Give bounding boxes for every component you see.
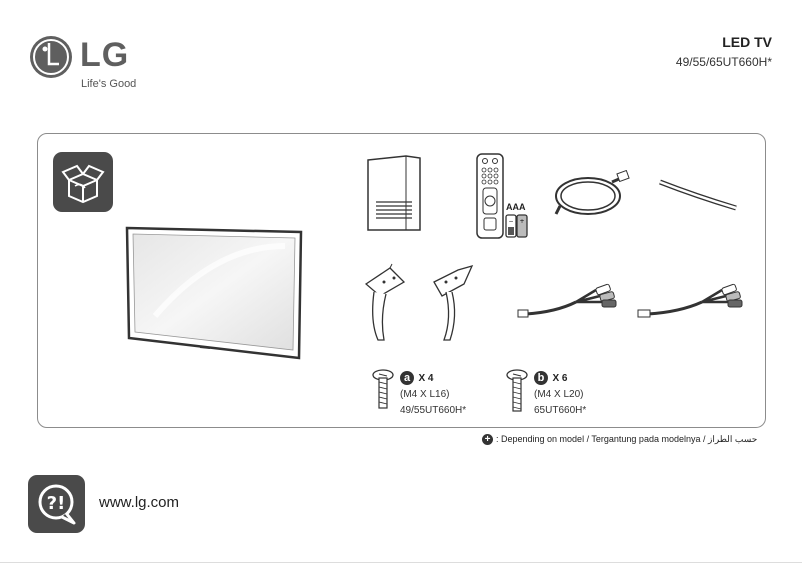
screw-b-icon bbox=[505, 368, 529, 414]
model-footnote bbox=[482, 434, 757, 445]
svg-text:+: + bbox=[519, 218, 525, 225]
screw-a-spec: (M4 X L16) bbox=[400, 389, 450, 400]
cable-holder-icon bbox=[656, 174, 740, 214]
product-title: LED TV bbox=[722, 34, 772, 50]
power-cord-icon bbox=[552, 170, 632, 220]
brand-name: LG bbox=[80, 36, 130, 74]
product-header bbox=[676, 34, 772, 69]
batteries-icon bbox=[505, 213, 529, 239]
battery-label: AAA bbox=[506, 202, 526, 212]
screw-b-info bbox=[534, 368, 586, 416]
screw-a-info bbox=[400, 368, 466, 416]
screw-a-model: 49/55UT660H* bbox=[400, 405, 467, 416]
screw-b-model: 65UT660H* bbox=[534, 405, 587, 416]
tv-illustration bbox=[125, 226, 305, 362]
screw-a-qty: X 4 bbox=[418, 373, 434, 384]
support-icon bbox=[28, 475, 85, 533]
plus-icon: + bbox=[482, 434, 493, 445]
bottom-divider bbox=[0, 562, 802, 563]
av-cable-icon bbox=[516, 282, 620, 322]
website-link[interactable]: www.lg.com bbox=[99, 494, 180, 511]
lg-logo bbox=[28, 34, 158, 94]
stand-left-icon bbox=[360, 262, 478, 344]
footnote-text: : Depending on model / Tergantung pada modelnya / حسب الطراز bbox=[496, 434, 758, 444]
component-cable-icon bbox=[636, 282, 746, 322]
screw-b-badge: b bbox=[534, 371, 548, 385]
svg-text:−: − bbox=[508, 218, 514, 225]
lg-logo-icon bbox=[28, 34, 74, 80]
brand-tagline: Life's Good bbox=[81, 78, 137, 90]
product-models: 49/55/65UT660H* bbox=[675, 55, 772, 69]
screw-a-badge: a bbox=[400, 371, 414, 385]
screw-a-icon bbox=[371, 368, 395, 412]
screw-b-qty: X 6 bbox=[552, 373, 568, 384]
svg-text:?!: ?! bbox=[46, 493, 66, 514]
package-contents-icon bbox=[53, 152, 113, 212]
screw-b-spec: (M4 X L20) bbox=[534, 389, 584, 400]
owners-manual-icon bbox=[366, 154, 422, 232]
remote-control-icon bbox=[475, 152, 505, 240]
